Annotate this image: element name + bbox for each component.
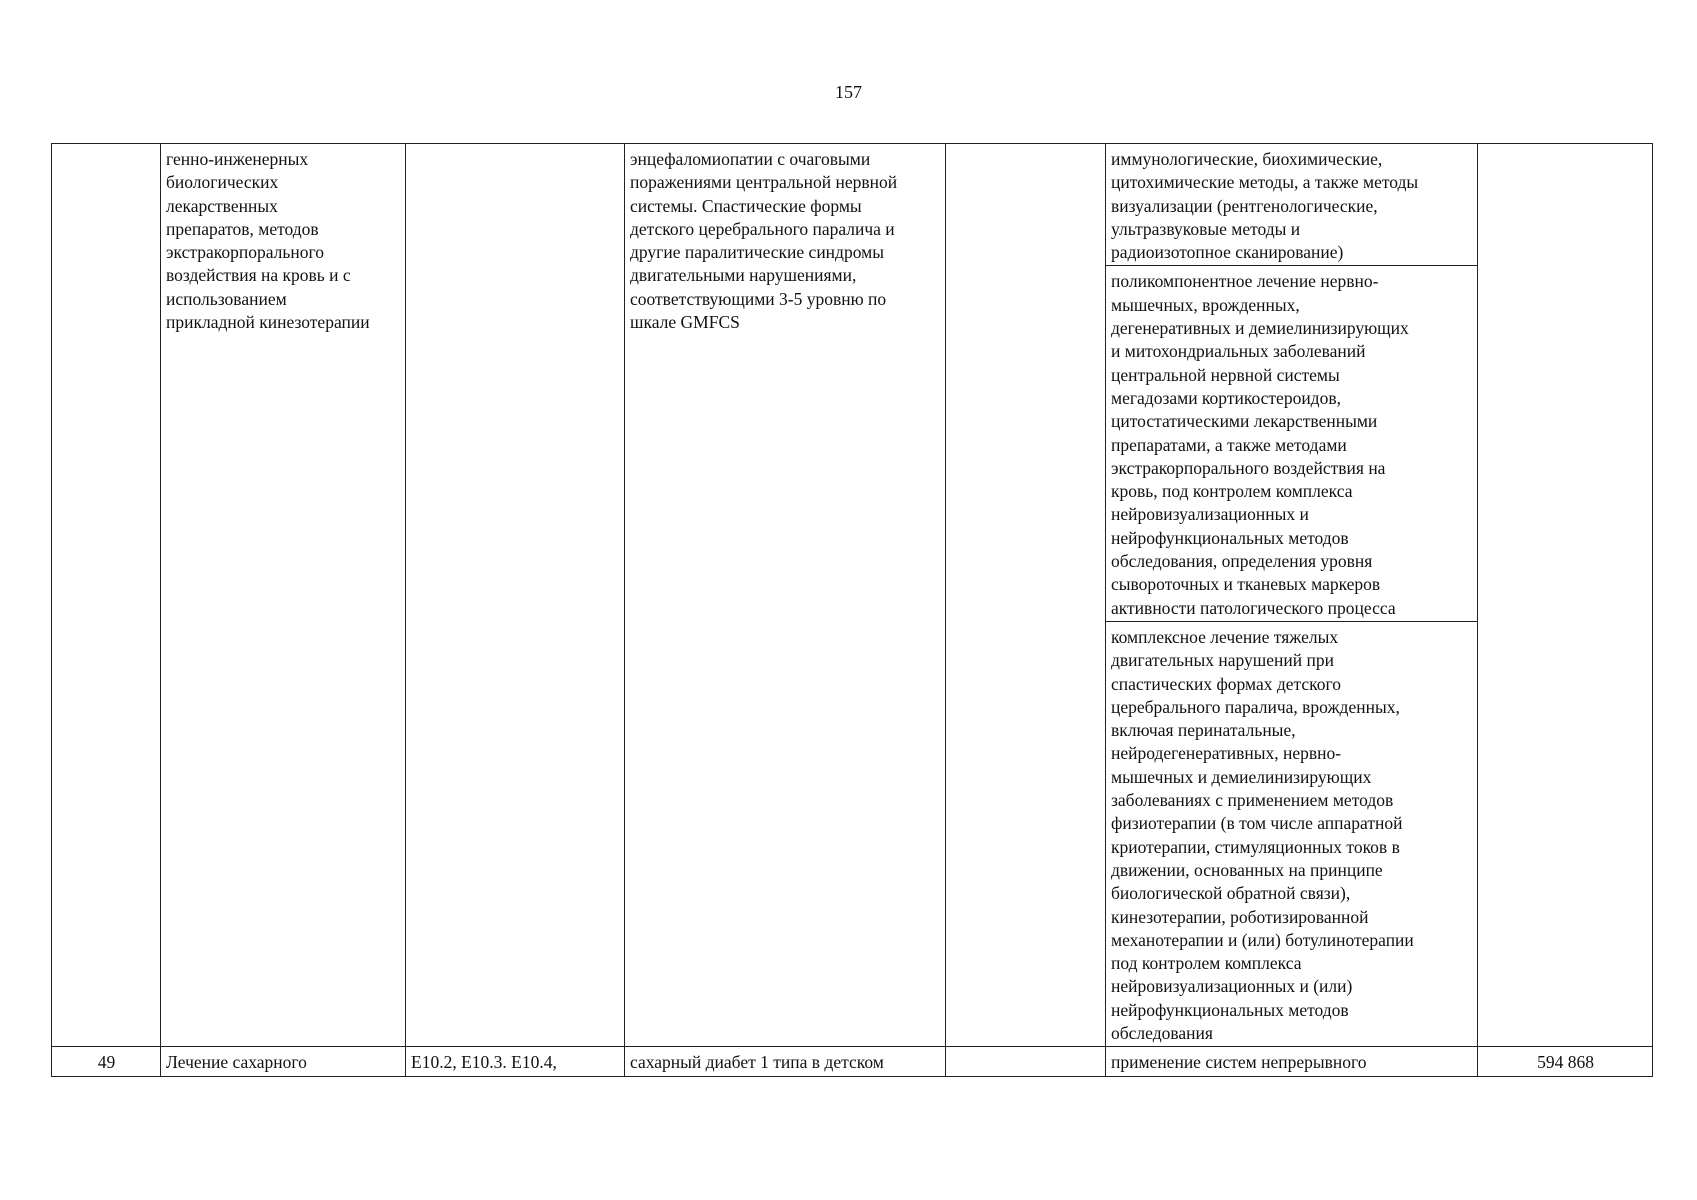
cell-number-empty [52,144,161,1047]
table-row [52,144,1653,266]
cell-method-2: поликомпонентное лечение нервно- мышечных, врожденных, дегенеративных и демиелинизирующих и митохондриальных заболеваний центральной нервной системы мегадозами кортикостероидов, цитостатическими лекарственными препаратами, а также методами экстракорпорального воздействия на кровь, под контролем комплекса нейровизуализационных и нейрофункциональных методов обследования, определения уровня сывороточных и тканевых маркеров активности патологического процесса [1106,266,1478,621]
cell-method-1: иммунологические, биохимические, цитохимические методы, а также методы визуализации (рентгенологические, ультразвуковые методы и радиоизотопное сканирование) [1106,144,1478,266]
cell-model-empty [946,1047,1106,1076]
medical-care-table [51,143,1653,1077]
cell-model-empty [946,144,1106,1047]
cell-price: 594 868 [1478,1047,1653,1076]
page-number: 157 [835,82,862,102]
cell-method: применение систем непрерывного [1106,1047,1478,1076]
cell-row-number: 49 [52,1047,161,1076]
cell-diagnosis: энцефаломиопатии с очаговыми поражениями центральной нервной системы. Спастические формы детского церебрального паралича и другие паралитические синдромы двигательными нарушениями, соответствующими 3-5 уровню по шкале GMFCS [625,144,946,1047]
cell-care-type: Лечение сахарного [161,1047,406,1076]
cell-method-3: комплексное лечение тяжелых двигательных нарушений при спастических формах детского церебрального паралича, врожденных, включая перинатальные, нейродегенеративных, нервно- мышечных и демиелинизирующих заболеваниях с применением методов физиотерапии (в том числе аппаратной криотерапии, стимуляционных токов в движении, основанных на принципе биологической обратной связи), кинезотерапии, роботизированной механотерапии и (или) ботулинотерапии под контролем комплекса нейровизуализационных и (или) нейрофункциональных методов обследования [1106,621,1478,1046]
table-row [52,1047,1653,1076]
cell-price-empty [1478,144,1653,1047]
cell-diagnosis: сахарный диабет 1 типа в детском [625,1047,946,1076]
cell-care-type: генно-инженерных биологических лекарственных препаратов, методов экстракорпорального воздействия на кровь и с использованием прикладной кинезотерапии [161,144,406,1047]
cell-codes-empty [406,144,625,1047]
cell-codes: E10.2, E10.3. E10.4, [406,1047,625,1076]
